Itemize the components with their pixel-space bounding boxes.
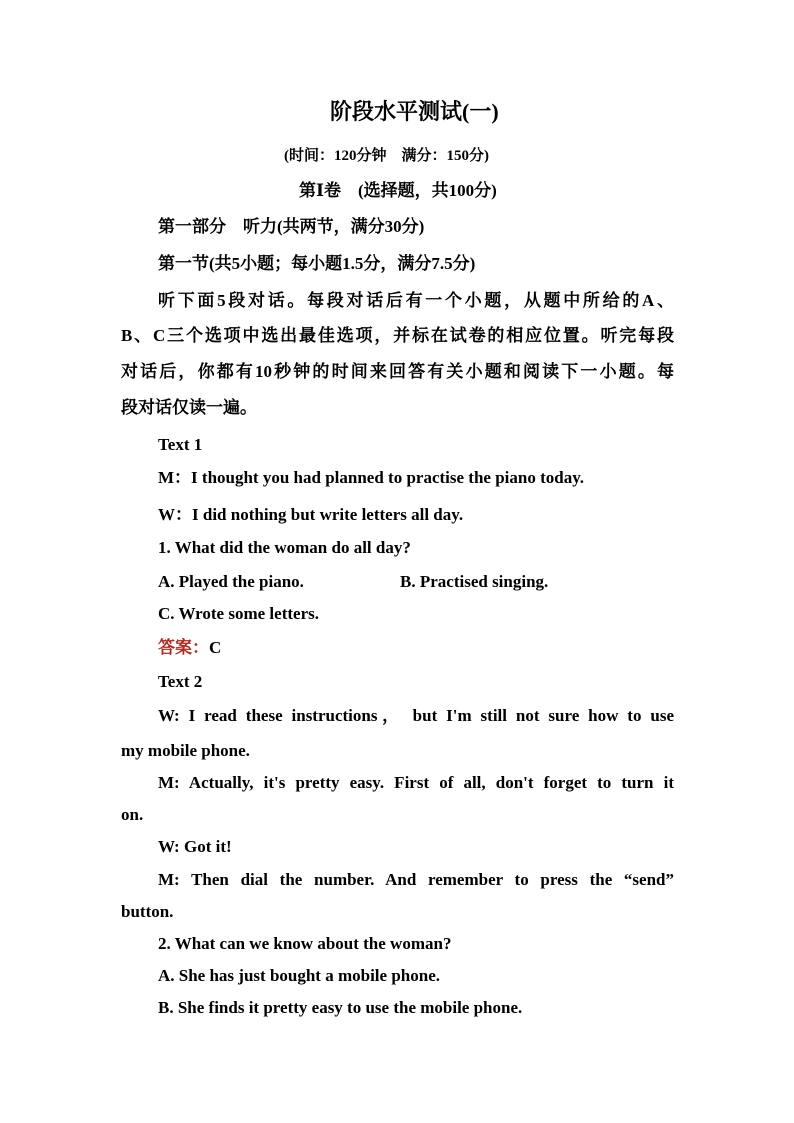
text2-dialogue-w2: W: Got it! — [158, 837, 232, 856]
text1-dialogue-w: W：I did nothing but write letters all day. — [158, 505, 464, 524]
exam-time-info: (时间：120分钟 满分：150分) — [284, 148, 489, 164]
page-title: 阶段水平测试(一) — [330, 99, 499, 124]
text2-dialogue-m1-line2: on. — [121, 805, 144, 824]
text1-dialogue-m: M：I thought you had planned to practise the piano today. — [158, 468, 585, 487]
text2-label: Text 2 — [158, 672, 203, 691]
question-1: 1. What did the woman do all day? — [158, 538, 411, 557]
answer-label: 答案： — [158, 638, 209, 657]
part-heading: 第一部分 听力(共两节，满分30分) — [158, 217, 425, 236]
instructions-line-3: 对话后，你都有10秒钟的时间来回答有关小题和阅读下一小题。每 — [121, 362, 674, 381]
question-1-option-b: B. Practised singing. — [400, 572, 549, 591]
text2-dialogue-w1-line2: my mobile phone. — [121, 741, 250, 760]
volume-heading: 第Ⅰ卷 (选择题，共100分) — [299, 181, 497, 200]
question-2-option-a: A. She has just bought a mobile phone. — [158, 966, 440, 985]
text2-dialogue-w1-line1: W: I read these instructions， but I'm still not sure how to use — [158, 706, 674, 725]
text2-dialogue-m1-line1: M: Actually, it's pretty easy. First of all, don't forget to turn it — [158, 773, 674, 792]
instructions-line-2: B、C三个选项中选出最佳选项，并标在试卷的相应位置。听完每段 — [121, 326, 674, 345]
text1-label: Text 1 — [158, 435, 203, 454]
instructions-line-4: 段对话仅读一遍。 — [121, 398, 257, 417]
question-1-option-a: A. Played the piano. — [158, 572, 304, 591]
answer-value: C — [209, 638, 222, 657]
question-2: 2. What can we know about the woman? — [158, 934, 452, 953]
question-2-option-b: B. She finds it pretty easy to use the mobile phone. — [158, 998, 523, 1017]
text2-dialogue-m2-line1: M: Then dial the number. And remember to press the “send” — [158, 870, 674, 889]
text2-dialogue-m2-line2: button. — [121, 902, 174, 921]
instructions-line-1: 听下面5段对话。每段对话后有一个小题，从题中所给的A、 — [158, 291, 674, 310]
section-heading: 第一节(共5小题；每小题1.5分，满分7.5分) — [158, 254, 476, 273]
answer-row — [158, 637, 221, 659]
question-1-option-c: C. Wrote some letters. — [158, 604, 319, 623]
